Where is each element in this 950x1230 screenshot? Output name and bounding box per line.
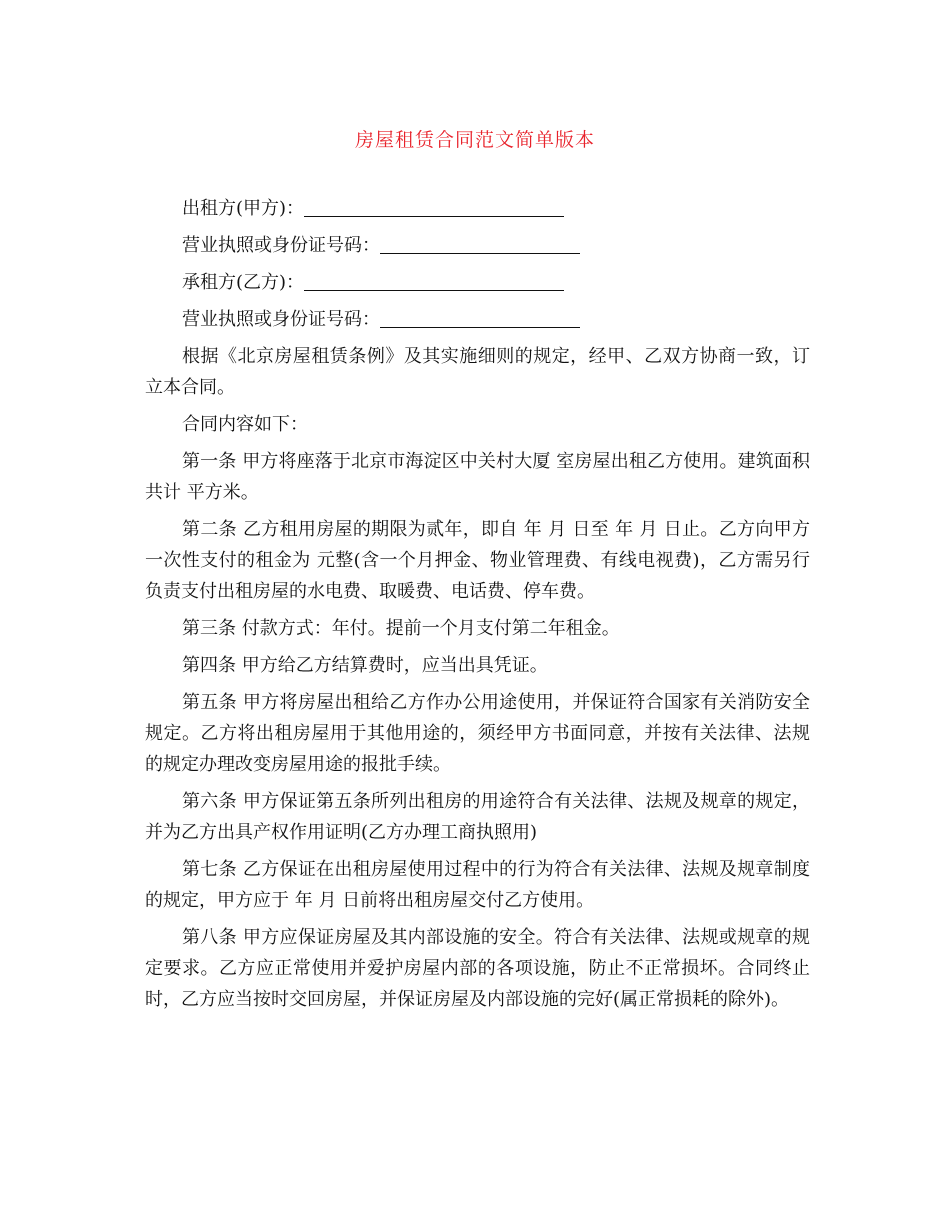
field-label: 营业执照或身份证号码：: [182, 235, 380, 256]
field-blank-line: [380, 309, 580, 328]
field-label: 出租方(甲方)：: [182, 198, 305, 219]
contract-paragraph: 第一条 甲方将座落于北京市海淀区中关村大厦 室房屋出租乙方使用。建筑面积共计 平方米。: [145, 451, 810, 503]
field-label: 承租方(乙方)：: [182, 272, 305, 293]
contract-paragraph: 第四条 甲方给乙方结算费时，应当出具凭证。: [182, 655, 548, 676]
field-blank-line: [304, 272, 564, 291]
party-field: [145, 267, 810, 298]
document-body: [145, 193, 810, 1021]
field-blank-line: [304, 198, 564, 217]
contract-paragraph: 根据《北京房屋租赁条例》及其实施细则的规定，经甲、乙双方协商一致，订立本合同。: [145, 346, 810, 398]
document-title: 房屋租赁合同范文简单版本: [354, 129, 595, 151]
contract-paragraph: 第五条 甲方将房屋出租给乙方作办公用途使用，并保证符合国家有关消防安全规定。乙方将出租房屋用于其他用途的，须经甲方书面同意，并按有关法律、法规的规定办理改变房屋用途的报批手续。: [145, 692, 810, 775]
contract-paragraph: 合同内容如下：: [182, 414, 308, 435]
contract-paragraph: 第六条 甲方保证第五条所列出租房的用途符合有关法律、法规及规章的规定，并为乙方出具产权作用证明(乙方办理工商执照用): [145, 791, 810, 843]
field-blank-line: [380, 235, 580, 254]
contract-paragraph: 第二条 乙方租用房屋的期限为贰年，即自 年 月 日至 年 月 日止。乙方向甲方一次性支付的租金为 元整(含一个月押金、物业管理费、有线电视费)，乙方需另行负责支付出租房屋的水电费、取暖费、电话费、停车费。: [145, 519, 810, 602]
party-field: [145, 304, 810, 335]
party-field: [145, 230, 810, 261]
field-label: 营业执照或身份证号码：: [182, 309, 380, 330]
contract-paragraph: 第八条 甲方应保证房屋及其内部设施的安全。符合有关法律、法规或规章的规定要求。乙方应正常使用并爱护房屋内部的各项设施，防止不正常损坏。合同终止时，乙方应当按时交回房屋，并保证房屋及内部设施的完好(属正常损耗的除外)。: [145, 927, 810, 1010]
contract-paragraph: 第三条 付款方式：年付。提前一个月支付第二年租金。: [182, 618, 620, 639]
party-field: [145, 193, 810, 224]
contract-paragraph: 第七条 乙方保证在出租房屋使用过程中的行为符合有关法律、法规及规章制度的规定，甲方应于 年 月 日前将出租房屋交付乙方使用。: [145, 859, 810, 911]
